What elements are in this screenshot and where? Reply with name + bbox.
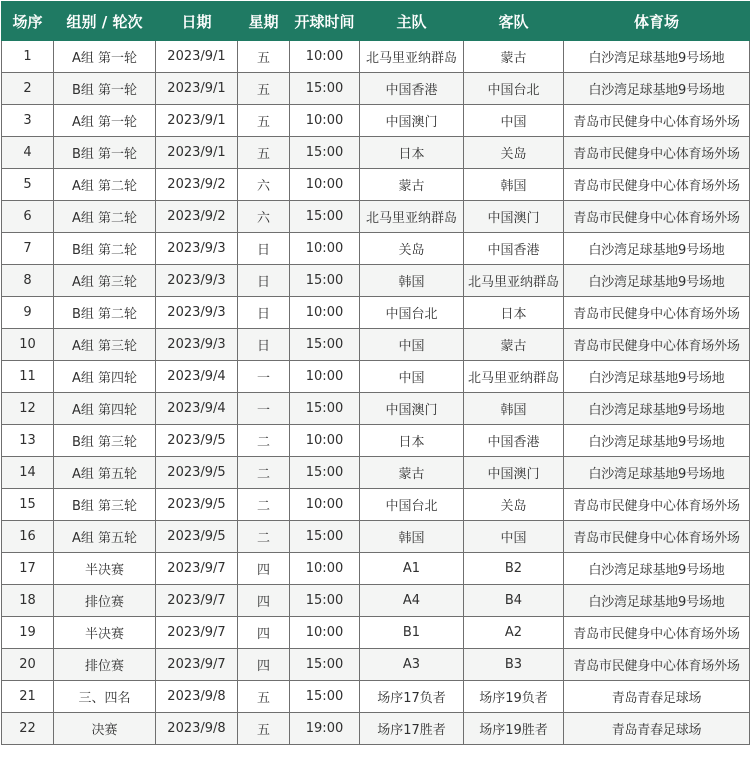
table-row xyxy=(2,201,750,233)
cell-weekday: 日 xyxy=(238,265,290,297)
cell-date: 2023/9/4 xyxy=(156,393,238,425)
cell-away-team: 北马里亚纳群岛 xyxy=(464,265,564,297)
cell-match-no: 20 xyxy=(2,649,54,681)
cell-date: 2023/9/5 xyxy=(156,489,238,521)
cell-group-round: A组 第四轮 xyxy=(54,393,156,425)
cell-match-no: 16 xyxy=(2,521,54,553)
cell-stadium: 青岛市民健身中心体育场外场 xyxy=(564,617,750,649)
cell-home-team: 中国台北 xyxy=(360,489,464,521)
cell-stadium: 白沙湾足球基地9号场地 xyxy=(564,233,750,265)
cell-match-no: 12 xyxy=(2,393,54,425)
cell-away-team: 中国台北 xyxy=(464,73,564,105)
cell-date: 2023/9/3 xyxy=(156,233,238,265)
cell-kickoff-time: 10:00 xyxy=(290,105,360,137)
cell-stadium: 白沙湾足球基地9号场地 xyxy=(564,553,750,585)
cell-date: 2023/9/3 xyxy=(156,265,238,297)
cell-stadium: 白沙湾足球基地9号场地 xyxy=(564,41,750,73)
cell-group-round: 排位赛 xyxy=(54,649,156,681)
cell-away-team: 日本 xyxy=(464,297,564,329)
cell-stadium: 青岛青春足球场 xyxy=(564,681,750,713)
cell-home-team: 中国 xyxy=(360,329,464,361)
match-schedule-table xyxy=(1,1,750,745)
cell-stadium: 青岛市民健身中心体育场外场 xyxy=(564,521,750,553)
cell-weekday: 四 xyxy=(238,617,290,649)
cell-home-team: 中国澳门 xyxy=(360,393,464,425)
cell-kickoff-time: 10:00 xyxy=(290,233,360,265)
cell-home-team: B1 xyxy=(360,617,464,649)
table-row xyxy=(2,169,750,201)
cell-match-no: 22 xyxy=(2,713,54,745)
cell-kickoff-time: 10:00 xyxy=(290,553,360,585)
cell-weekday: 五 xyxy=(238,41,290,73)
cell-home-team: 日本 xyxy=(360,137,464,169)
cell-match-no: 13 xyxy=(2,425,54,457)
cell-group-round: A组 第二轮 xyxy=(54,169,156,201)
cell-group-round: A组 第一轮 xyxy=(54,105,156,137)
table-row xyxy=(2,681,750,713)
cell-away-team: 中国香港 xyxy=(464,425,564,457)
cell-match-no: 17 xyxy=(2,553,54,585)
cell-weekday: 二 xyxy=(238,489,290,521)
cell-kickoff-time: 15:00 xyxy=(290,329,360,361)
table-row xyxy=(2,489,750,521)
cell-weekday: 四 xyxy=(238,649,290,681)
cell-date: 2023/9/5 xyxy=(156,425,238,457)
cell-weekday: 五 xyxy=(238,105,290,137)
header-row xyxy=(2,2,750,41)
header-weekday: 星期 xyxy=(238,2,290,41)
cell-weekday: 日 xyxy=(238,297,290,329)
table-row xyxy=(2,361,750,393)
table-row xyxy=(2,553,750,585)
cell-stadium: 白沙湾足球基地9号场地 xyxy=(564,73,750,105)
cell-home-team: 中国 xyxy=(360,361,464,393)
cell-date: 2023/9/8 xyxy=(156,713,238,745)
cell-stadium: 青岛市民健身中心体育场外场 xyxy=(564,489,750,521)
cell-home-team: 蒙古 xyxy=(360,169,464,201)
table-row xyxy=(2,265,750,297)
table-row xyxy=(2,233,750,265)
cell-home-team: 北马里亚纳群岛 xyxy=(360,201,464,233)
header-kickoff-time: 开球时间 xyxy=(290,2,360,41)
cell-kickoff-time: 10:00 xyxy=(290,169,360,201)
cell-date: 2023/9/4 xyxy=(156,361,238,393)
cell-stadium: 白沙湾足球基地9号场地 xyxy=(564,457,750,489)
cell-weekday: 二 xyxy=(238,521,290,553)
cell-match-no: 19 xyxy=(2,617,54,649)
cell-date: 2023/9/3 xyxy=(156,297,238,329)
cell-group-round: B组 第二轮 xyxy=(54,297,156,329)
cell-date: 2023/9/2 xyxy=(156,201,238,233)
cell-match-no: 11 xyxy=(2,361,54,393)
cell-home-team: 韩国 xyxy=(360,521,464,553)
cell-kickoff-time: 10:00 xyxy=(290,361,360,393)
cell-kickoff-time: 15:00 xyxy=(290,457,360,489)
cell-away-team: 蒙古 xyxy=(464,329,564,361)
cell-weekday: 五 xyxy=(238,137,290,169)
header-date: 日期 xyxy=(156,2,238,41)
cell-group-round: A组 第五轮 xyxy=(54,457,156,489)
table-row xyxy=(2,297,750,329)
cell-stadium: 青岛市民健身中心体育场外场 xyxy=(564,329,750,361)
cell-stadium: 白沙湾足球基地9号场地 xyxy=(564,425,750,457)
cell-match-no: 7 xyxy=(2,233,54,265)
cell-weekday: 五 xyxy=(238,681,290,713)
cell-home-team: 中国澳门 xyxy=(360,105,464,137)
cell-weekday: 五 xyxy=(238,73,290,105)
cell-away-team: 蒙古 xyxy=(464,41,564,73)
cell-away-team: 中国香港 xyxy=(464,233,564,265)
cell-match-no: 9 xyxy=(2,297,54,329)
cell-away-team: 中国 xyxy=(464,521,564,553)
cell-kickoff-time: 15:00 xyxy=(290,73,360,105)
table-row xyxy=(2,105,750,137)
cell-stadium: 青岛青春足球场 xyxy=(564,713,750,745)
cell-weekday: 一 xyxy=(238,393,290,425)
cell-date: 2023/9/5 xyxy=(156,457,238,489)
cell-home-team: 北马里亚纳群岛 xyxy=(360,41,464,73)
cell-group-round: 半决赛 xyxy=(54,617,156,649)
cell-match-no: 2 xyxy=(2,73,54,105)
cell-kickoff-time: 15:00 xyxy=(290,201,360,233)
cell-stadium: 青岛市民健身中心体育场外场 xyxy=(564,201,750,233)
cell-date: 2023/9/5 xyxy=(156,521,238,553)
table-row xyxy=(2,457,750,489)
cell-match-no: 18 xyxy=(2,585,54,617)
cell-weekday: 四 xyxy=(238,585,290,617)
cell-weekday: 日 xyxy=(238,329,290,361)
header-group-round: 组别 / 轮次 xyxy=(54,2,156,41)
cell-group-round: A组 第四轮 xyxy=(54,361,156,393)
table-row xyxy=(2,425,750,457)
table-row xyxy=(2,393,750,425)
table-body xyxy=(2,41,750,745)
cell-kickoff-time: 15:00 xyxy=(290,585,360,617)
cell-away-team: 中国澳门 xyxy=(464,201,564,233)
cell-kickoff-time: 19:00 xyxy=(290,713,360,745)
cell-group-round: 半决赛 xyxy=(54,553,156,585)
cell-away-team: 韩国 xyxy=(464,393,564,425)
header-match-no: 场序 xyxy=(2,2,54,41)
cell-stadium: 白沙湾足球基地9号场地 xyxy=(564,361,750,393)
table-row xyxy=(2,713,750,745)
cell-group-round: A组 第三轮 xyxy=(54,329,156,361)
cell-match-no: 14 xyxy=(2,457,54,489)
cell-home-team: 场序17胜者 xyxy=(360,713,464,745)
cell-group-round: 排位赛 xyxy=(54,585,156,617)
cell-date: 2023/9/7 xyxy=(156,649,238,681)
table-row xyxy=(2,649,750,681)
cell-date: 2023/9/1 xyxy=(156,41,238,73)
cell-away-team: 场序19胜者 xyxy=(464,713,564,745)
cell-kickoff-time: 15:00 xyxy=(290,393,360,425)
cell-group-round: B组 第一轮 xyxy=(54,73,156,105)
cell-away-team: 北马里亚纳群岛 xyxy=(464,361,564,393)
cell-match-no: 3 xyxy=(2,105,54,137)
cell-group-round: B组 第三轮 xyxy=(54,425,156,457)
cell-stadium: 青岛市民健身中心体育场外场 xyxy=(564,105,750,137)
cell-home-team: 场序17负者 xyxy=(360,681,464,713)
cell-stadium: 白沙湾足球基地9号场地 xyxy=(564,265,750,297)
table-row xyxy=(2,521,750,553)
cell-group-round: A组 第五轮 xyxy=(54,521,156,553)
cell-away-team: A2 xyxy=(464,617,564,649)
cell-group-round: B组 第一轮 xyxy=(54,137,156,169)
cell-date: 2023/9/7 xyxy=(156,617,238,649)
header-away-team: 客队 xyxy=(464,2,564,41)
cell-kickoff-time: 10:00 xyxy=(290,297,360,329)
cell-stadium: 青岛市民健身中心体育场外场 xyxy=(564,137,750,169)
table-row xyxy=(2,617,750,649)
cell-weekday: 六 xyxy=(238,169,290,201)
cell-weekday: 二 xyxy=(238,457,290,489)
cell-away-team: B3 xyxy=(464,649,564,681)
cell-home-team: 关岛 xyxy=(360,233,464,265)
cell-kickoff-time: 10:00 xyxy=(290,489,360,521)
cell-away-team: 韩国 xyxy=(464,169,564,201)
cell-group-round: B组 第二轮 xyxy=(54,233,156,265)
cell-away-team: 关岛 xyxy=(464,137,564,169)
cell-date: 2023/9/7 xyxy=(156,585,238,617)
cell-kickoff-time: 10:00 xyxy=(290,41,360,73)
cell-kickoff-time: 15:00 xyxy=(290,681,360,713)
cell-stadium: 白沙湾足球基地9号场地 xyxy=(564,393,750,425)
cell-date: 2023/9/3 xyxy=(156,329,238,361)
cell-home-team: 韩国 xyxy=(360,265,464,297)
cell-date: 2023/9/7 xyxy=(156,553,238,585)
cell-kickoff-time: 15:00 xyxy=(290,265,360,297)
cell-kickoff-time: 10:00 xyxy=(290,425,360,457)
cell-weekday: 四 xyxy=(238,553,290,585)
cell-away-team: 关岛 xyxy=(464,489,564,521)
cell-group-round: A组 第一轮 xyxy=(54,41,156,73)
header-home-team: 主队 xyxy=(360,2,464,41)
cell-home-team: 蒙古 xyxy=(360,457,464,489)
table-row xyxy=(2,41,750,73)
cell-kickoff-time: 15:00 xyxy=(290,649,360,681)
cell-match-no: 8 xyxy=(2,265,54,297)
cell-match-no: 21 xyxy=(2,681,54,713)
cell-home-team: A1 xyxy=(360,553,464,585)
cell-away-team: 中国 xyxy=(464,105,564,137)
cell-match-no: 10 xyxy=(2,329,54,361)
cell-match-no: 1 xyxy=(2,41,54,73)
table-row xyxy=(2,73,750,105)
cell-date: 2023/9/2 xyxy=(156,169,238,201)
cell-stadium: 青岛市民健身中心体育场外场 xyxy=(564,169,750,201)
cell-weekday: 日 xyxy=(238,233,290,265)
cell-match-no: 15 xyxy=(2,489,54,521)
cell-away-team: B2 xyxy=(464,553,564,585)
cell-group-round: B组 第三轮 xyxy=(54,489,156,521)
cell-stadium: 青岛市民健身中心体育场外场 xyxy=(564,297,750,329)
cell-weekday: 五 xyxy=(238,713,290,745)
cell-away-team: 中国澳门 xyxy=(464,457,564,489)
cell-stadium: 白沙湾足球基地9号场地 xyxy=(564,585,750,617)
cell-date: 2023/9/8 xyxy=(156,681,238,713)
cell-group-round: A组 第二轮 xyxy=(54,201,156,233)
cell-date: 2023/9/1 xyxy=(156,137,238,169)
header-stadium: 体育场 xyxy=(564,2,750,41)
cell-match-no: 4 xyxy=(2,137,54,169)
cell-home-team: 日本 xyxy=(360,425,464,457)
cell-date: 2023/9/1 xyxy=(156,73,238,105)
cell-weekday: 一 xyxy=(238,361,290,393)
cell-home-team: 中国台北 xyxy=(360,297,464,329)
cell-away-team: B4 xyxy=(464,585,564,617)
cell-weekday: 二 xyxy=(238,425,290,457)
cell-group-round: A组 第三轮 xyxy=(54,265,156,297)
table-row xyxy=(2,585,750,617)
table-row xyxy=(2,329,750,361)
cell-group-round: 决赛 xyxy=(54,713,156,745)
cell-kickoff-time: 15:00 xyxy=(290,137,360,169)
cell-match-no: 5 xyxy=(2,169,54,201)
cell-home-team: 中国香港 xyxy=(360,73,464,105)
cell-stadium: 青岛市民健身中心体育场外场 xyxy=(564,649,750,681)
cell-group-round: 三、四名 xyxy=(54,681,156,713)
cell-away-team: 场序19负者 xyxy=(464,681,564,713)
cell-match-no: 6 xyxy=(2,201,54,233)
table-row xyxy=(2,137,750,169)
table-header xyxy=(2,2,750,41)
cell-home-team: A4 xyxy=(360,585,464,617)
cell-date: 2023/9/1 xyxy=(156,105,238,137)
cell-kickoff-time: 15:00 xyxy=(290,521,360,553)
cell-kickoff-time: 10:00 xyxy=(290,617,360,649)
cell-weekday: 六 xyxy=(238,201,290,233)
cell-home-team: A3 xyxy=(360,649,464,681)
